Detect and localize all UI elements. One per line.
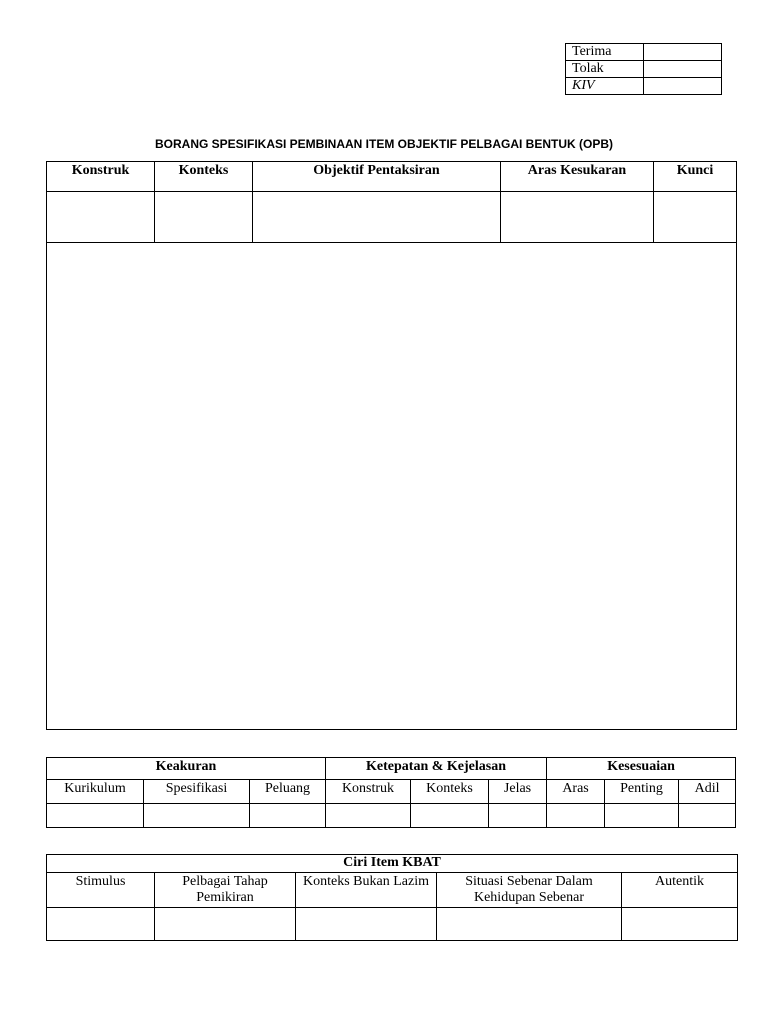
kbat-table	[46, 854, 738, 941]
group-keakuran: Keakuran	[47, 758, 326, 780]
konteks-quality-field[interactable]	[411, 804, 489, 828]
konstruk-field[interactable]	[47, 192, 155, 243]
status-row-kiv	[566, 78, 722, 95]
kbat-entry-row	[47, 908, 738, 941]
col-stimulus: Stimulus	[47, 873, 155, 908]
status-table	[565, 43, 722, 95]
spesifikasi-field[interactable]	[144, 804, 250, 828]
header-objektif-pentaksiran: Objektif Pentaksiran	[253, 162, 501, 192]
header-aras-kesukaran: Aras Kesukaran	[501, 162, 654, 192]
pelbagai-tahap-pemikiran-field[interactable]	[155, 908, 296, 941]
header-konstruk: Konstruk	[47, 162, 155, 192]
col-situasi-sebenar: Situasi Sebenar Dalam Kehidupan Sebenar	[437, 873, 622, 908]
header-kunci: Kunci	[654, 162, 737, 192]
quality-group-row	[47, 758, 736, 780]
group-kesesuaian: Kesesuaian	[547, 758, 736, 780]
aras-field[interactable]	[547, 804, 605, 828]
col-peluang: Peluang	[250, 780, 326, 804]
autentik-field[interactable]	[622, 908, 738, 941]
status-checkbox-kiv[interactable]	[644, 78, 722, 95]
form-title: BORANG SPESIFIKASI PEMBINAAN ITEM OBJEKTIF PELBAGAI BENTUK (OPB)	[154, 137, 614, 151]
status-label-terima: Terima	[566, 44, 644, 61]
konteks-field[interactable]	[155, 192, 253, 243]
penting-field[interactable]	[605, 804, 679, 828]
kunci-field[interactable]	[654, 192, 737, 243]
spec-entry-row	[47, 192, 737, 243]
col-spesifikasi: Spesifikasi	[144, 780, 250, 804]
konteks-bukan-lazim-field[interactable]	[296, 908, 437, 941]
peluang-field[interactable]	[250, 804, 326, 828]
quality-entry-row	[47, 804, 736, 828]
status-checkbox-tolak[interactable]	[644, 61, 722, 78]
adil-field[interactable]	[679, 804, 736, 828]
kbat-title-row	[47, 855, 738, 873]
quality-table	[46, 757, 736, 828]
col-adil: Adil	[679, 780, 736, 804]
header-konteks: Konteks	[155, 162, 253, 192]
situasi-sebenar-field[interactable]	[437, 908, 622, 941]
kurikulum-field[interactable]	[47, 804, 144, 828]
col-konteks: Konteks	[411, 780, 489, 804]
item-content-row	[47, 243, 737, 730]
group-ketepatan-kejelasan: Ketepatan & Kejelasan	[326, 758, 547, 780]
col-aras: Aras	[547, 780, 605, 804]
col-kurikulum: Kurikulum	[47, 780, 144, 804]
quality-column-row	[47, 780, 736, 804]
konstruk-quality-field[interactable]	[326, 804, 411, 828]
col-konstruk: Konstruk	[326, 780, 411, 804]
spec-table	[46, 161, 737, 730]
status-row-tolak	[566, 61, 722, 78]
status-row-terima	[566, 44, 722, 61]
kbat-title: Ciri Item KBAT	[47, 855, 738, 873]
col-autentik: Autentik	[622, 873, 738, 908]
stimulus-field[interactable]	[47, 908, 155, 941]
col-penting: Penting	[605, 780, 679, 804]
kbat-column-row	[47, 873, 738, 908]
status-checkbox-terima[interactable]	[644, 44, 722, 61]
status-label-tolak: Tolak	[566, 61, 644, 78]
item-content-area[interactable]	[47, 243, 737, 730]
objektif-pentaksiran-field[interactable]	[253, 192, 501, 243]
col-konteks-bukan-lazim: Konteks Bukan Lazim	[296, 873, 437, 908]
col-pelbagai-tahap-pemikiran: Pelbagai Tahap Pemikiran	[155, 873, 296, 908]
status-label-kiv: KIV	[566, 78, 644, 95]
col-jelas: Jelas	[489, 780, 547, 804]
jelas-field[interactable]	[489, 804, 547, 828]
spec-header-row	[47, 162, 737, 192]
aras-kesukaran-field[interactable]	[501, 192, 654, 243]
